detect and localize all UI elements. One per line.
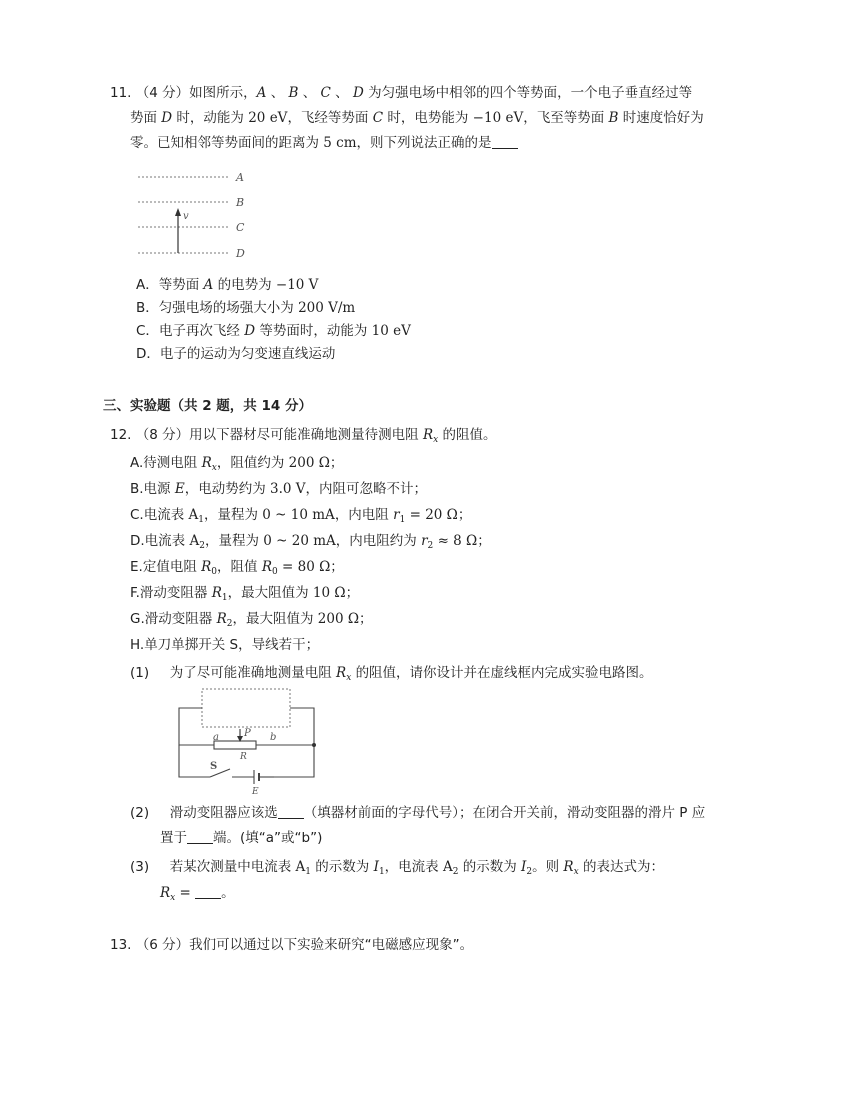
q11-option-c: C．电子再次飞经 D 等势面时，动能为 10 eV — [136, 323, 411, 339]
answer-blank — [195, 884, 221, 899]
q13-line: 13. （6 分）我们可以通过以下实验来研究“电磁感应现象”。 — [110, 937, 474, 953]
section-heading: 三、实验题（共 2 题，共 14 分） — [103, 398, 312, 414]
sub3-number: (3) — [130, 859, 150, 875]
item-a: A.待测电阻 $R_x$，阻值约为 200 Ω； — [130, 455, 344, 473]
sub2-number: (2) — [130, 805, 150, 821]
q11-option-d: D．电子的运动为匀变速直线运动 — [136, 346, 336, 362]
item-b: B.电源 E，电动势约为 3.0 V，内阻可忽略不计； — [130, 481, 428, 497]
junction-dot — [312, 743, 316, 747]
top-wire — [179, 708, 214, 745]
velocity-label: v — [183, 211, 189, 222]
top-wire-right — [274, 708, 314, 777]
q12-sub1: (1) 为了尽可能准确地测量电阻 $R_x$ 的阻值，请你设计并在虚线框内完成实验电路图。 — [130, 665, 653, 683]
q13-number: 13. — [110, 937, 132, 953]
q12-sub3-line1: (3) 若某次测量中电流表 $A_1$ 的示数为 $I_1$，电流表 $A_2$ 的示数为 $I_2$。则 $R_x$ 的表达式为： — [130, 859, 664, 877]
label-d: D — [236, 247, 245, 260]
velocity-arrow-head — [175, 208, 181, 216]
q11-line1: 11. （4 分）如图所示，A 、 B 、 C 、 D 为匀强电场中相邻的四个等势面，一个电子垂直经过等 — [110, 85, 693, 101]
q12-sub3-line2: $R_x$ = 。 — [160, 885, 235, 903]
answer-blank — [278, 804, 304, 819]
equipotential-figure — [130, 165, 260, 265]
design-dashed-box — [202, 689, 290, 727]
label-p: P — [244, 728, 251, 739]
item-g: G.滑动变阻器 $R_2$，最大阻值为 200 Ω； — [130, 611, 373, 629]
q11-line2: 势面 D 时，动能为 20 eV，飞经等势面 C 时，电势能为 −10 eV，飞至等势面 B 时速度恰好为 — [130, 110, 704, 126]
q12-sub2-line2: 置于 端。(填“a”或“b”) — [160, 830, 323, 846]
q12-sub2-line1: (2) 滑动变阻器应该选 （填器材前面的字母代号）；在闭合开关前，滑动变阻器的滑片 P 应 — [130, 805, 706, 821]
item-d: D.电流表 $A_2$，量程为 0 ~ 20 mA，内电阻约为 $r_2 \approx 8$ Ω； — [130, 533, 491, 551]
q11-option-b: B．匀强电场的场强大小为 200 V/m — [136, 300, 356, 316]
label-a: a — [213, 732, 219, 743]
label-r: R — [240, 752, 247, 762]
label-b: B — [236, 196, 245, 209]
sub1-number: (1) — [130, 665, 150, 681]
item-e: E.定值电阻 $R_0$，阻值 $R_0 = 80$ Ω； — [130, 559, 344, 577]
circuit-diagram — [170, 685, 330, 797]
item-f: F.滑动变阻器 $R_1$，最大阻值为 10 Ω； — [130, 585, 360, 603]
item-c: C.电流表 $A_1$，量程为 0 ~ 10 mA，内电阻 $r_1 = 20$ Ω； — [130, 507, 472, 525]
label-b: b — [270, 732, 277, 743]
label-a: A — [236, 171, 244, 184]
rheostat-body — [214, 741, 256, 749]
item-h: H.单刀单掷开关 S，导线若干； — [130, 637, 320, 653]
label-e: E — [252, 787, 259, 797]
label-s: S — [210, 761, 218, 772]
label-c: C — [236, 221, 245, 234]
q11-line3: 零。已知相邻等势面间的距离为 5 cm，则下列说法正确的是 — [130, 132, 518, 154]
q11-number: 11. — [110, 85, 132, 101]
answer-blank — [492, 134, 518, 149]
q11-option-a: A．等势面 A 的电势为 −10 V — [136, 277, 319, 293]
q12-intro: 12. （8 分）用以下器材尽可能准确地测量待测电阻 $R_x$ 的阻值。 — [110, 427, 497, 445]
bottom-left-wire — [179, 745, 210, 777]
q12-number: 12. — [110, 427, 132, 443]
answer-blank — [187, 829, 213, 844]
